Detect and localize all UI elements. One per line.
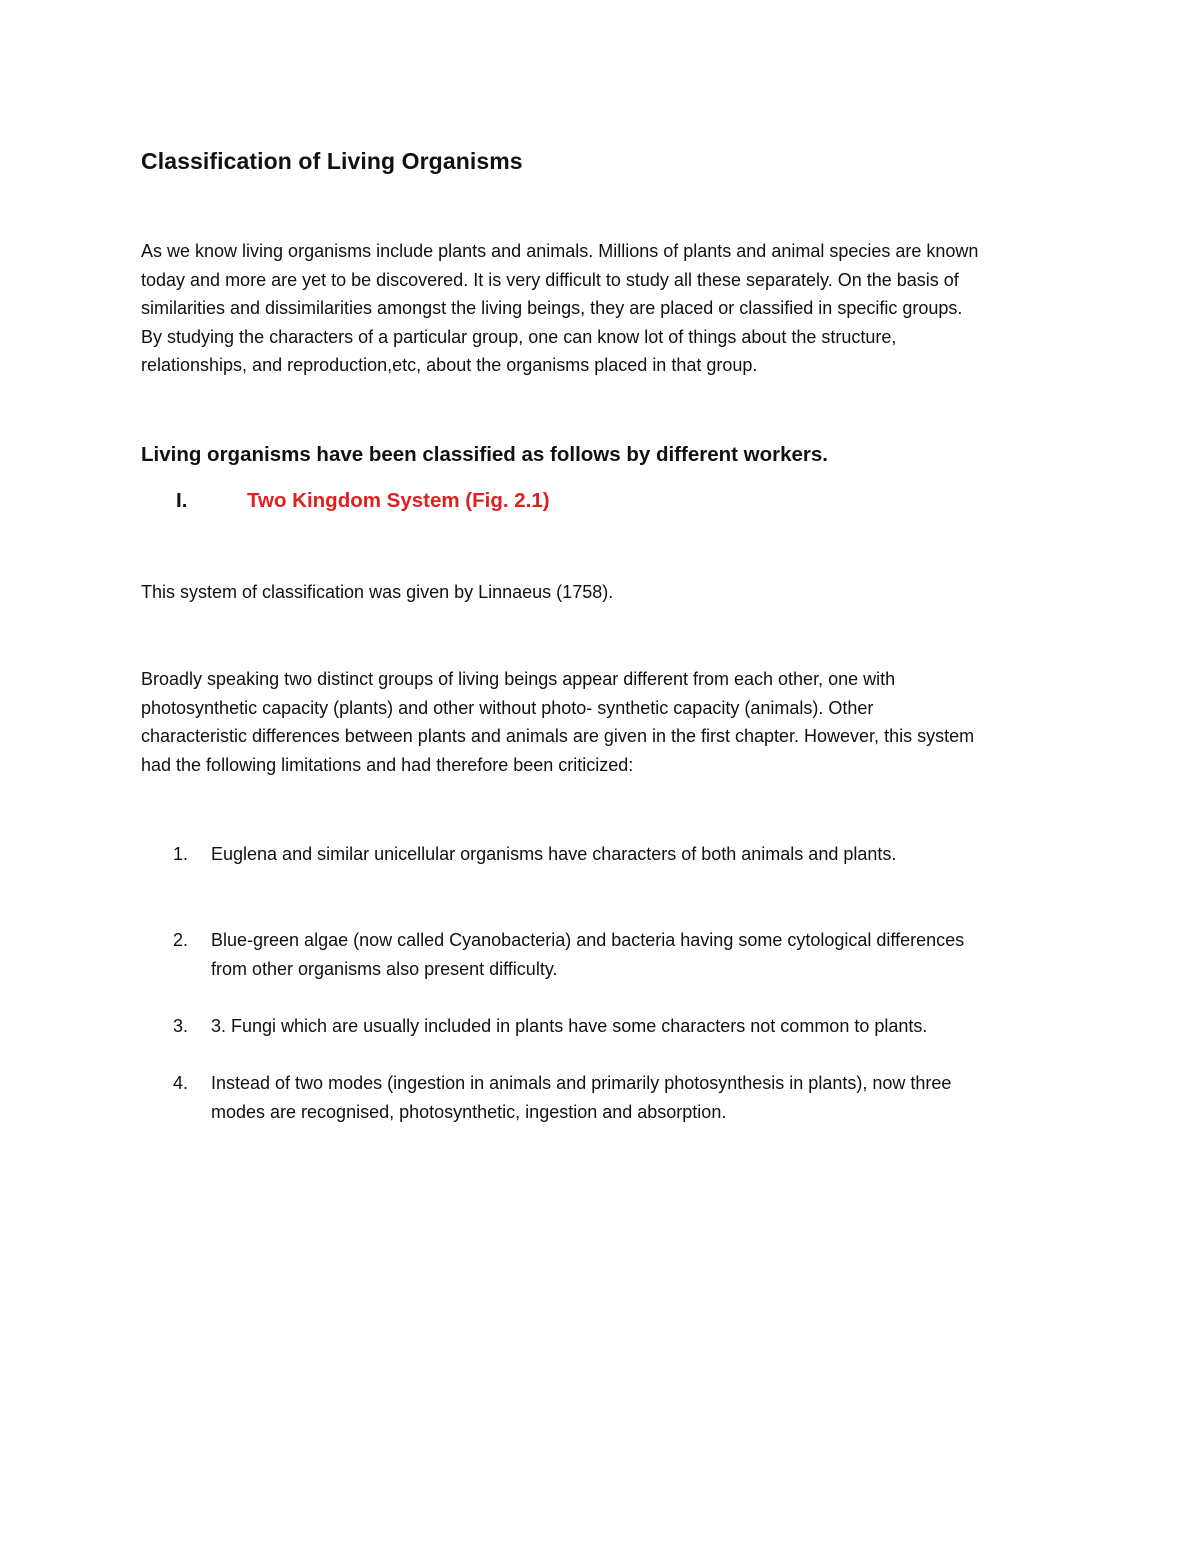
list-marker: 4.: [173, 1073, 189, 1093]
paragraph-line: characteristic differences between plants and animals are given in the first chapter. However, this system: [141, 726, 975, 747]
list-line: Instead of two modes (ingestion in animals and primarily photosynthesis in plants), now three: [211, 1073, 952, 1093]
intro-paragraph: [141, 237, 1071, 380]
list-item-text: [211, 1069, 951, 1126]
list-marker: 3.: [173, 1016, 189, 1036]
limitations-intro-paragraph: [141, 665, 974, 779]
list-line: 3. Fungi which are usually included in plants have some characters not common to plants.: [211, 1016, 928, 1036]
list-line: modes are recognised, photosynthetic, ingestion and absorption.: [211, 1101, 727, 1122]
list-marker: 2.: [173, 930, 189, 950]
list-item-text: [211, 926, 964, 983]
two-kingdom-heading: [141, 486, 550, 516]
list-item-text: [211, 840, 896, 869]
section-label: Two Kingdom System (Fig. 2.1): [247, 489, 550, 512]
list-item-text: [211, 1012, 927, 1041]
linnaeus-paragraph: [141, 578, 613, 607]
paragraph-line: photosynthetic capacity (plants) and other without photo- synthetic capacity (animals). Other: [141, 697, 874, 718]
intro-line: today and more are yet to be discovered. It is very difficult to study all these separately. On the basis of: [141, 269, 959, 290]
paragraph-line: had the following limitations and had therefore been criticized:: [141, 754, 634, 775]
list-line: Euglena and similar unicellular organisms have characters of both animals and plants.: [211, 844, 897, 864]
intro-line: As we know living organisms include plants and animals. Millions of plants and animal species are known: [141, 241, 979, 261]
paragraph-line: This system of classification was given by Linnaeus (1758).: [141, 582, 614, 602]
page-title: Classification of Living Organisms: [141, 148, 523, 174]
intro-line: similarities and dissimilarities amongst the living beings, they are placed or classified in specific groups.: [141, 298, 963, 319]
list-line: Blue-green algae (now called Cyanobacteria) and bacteria having some cytological differences: [211, 930, 965, 950]
paragraph-line: Broadly speaking two distinct groups of living beings appear different from each other, one with: [141, 669, 896, 689]
intro-line: relationships, and reproduction,etc, about the organisms placed in that group.: [141, 355, 758, 376]
list-marker: 1.: [173, 844, 189, 864]
list-line: from other organisms also present difficulty.: [211, 958, 558, 979]
section-subheading: Living organisms have been classified as follows by different workers.: [141, 443, 828, 466]
intro-line: By studying the characters of a particular group, one can know lot of things about the structure,: [141, 326, 897, 347]
section-number: I.: [176, 489, 188, 512]
